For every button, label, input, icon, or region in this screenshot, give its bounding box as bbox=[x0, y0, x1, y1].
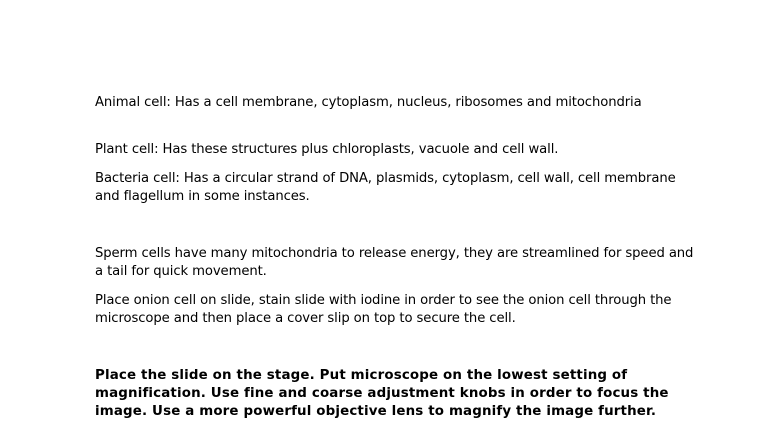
microscope-steps-paragraph: Place the slide on the stage. Put microscope on the lowest setting of magnification. Use fine and coarse adjustment knobs in order to focus the image. Use a more powerful objective lens to magnify the image further. bbox=[95, 368, 669, 419]
onion-cell-paragraph: Place onion cell on slide, stain slide with iodine in order to see the onion cell through the microscope and then place a cover slip on top to secure the cell. bbox=[95, 293, 672, 326]
plant-cell-paragraph: Plant cell: Has these structures plus chloroplasts, vacuole and cell wall. bbox=[95, 142, 559, 157]
animal-cell-paragraph: Animal cell: Has a cell membrane, cytoplasm, nucleus, ribosomes and mitochondria bbox=[95, 95, 642, 110]
bacteria-cell-paragraph: Bacteria cell: Has a circular strand of DNA, plasmids, cytoplasm, cell wall, cell membrane and flagellum in some instances. bbox=[95, 171, 676, 204]
sperm-cells-paragraph: Sperm cells have many mitochondria to release energy, they are streamlined for speed and a tail for quick movement. bbox=[95, 246, 694, 279]
